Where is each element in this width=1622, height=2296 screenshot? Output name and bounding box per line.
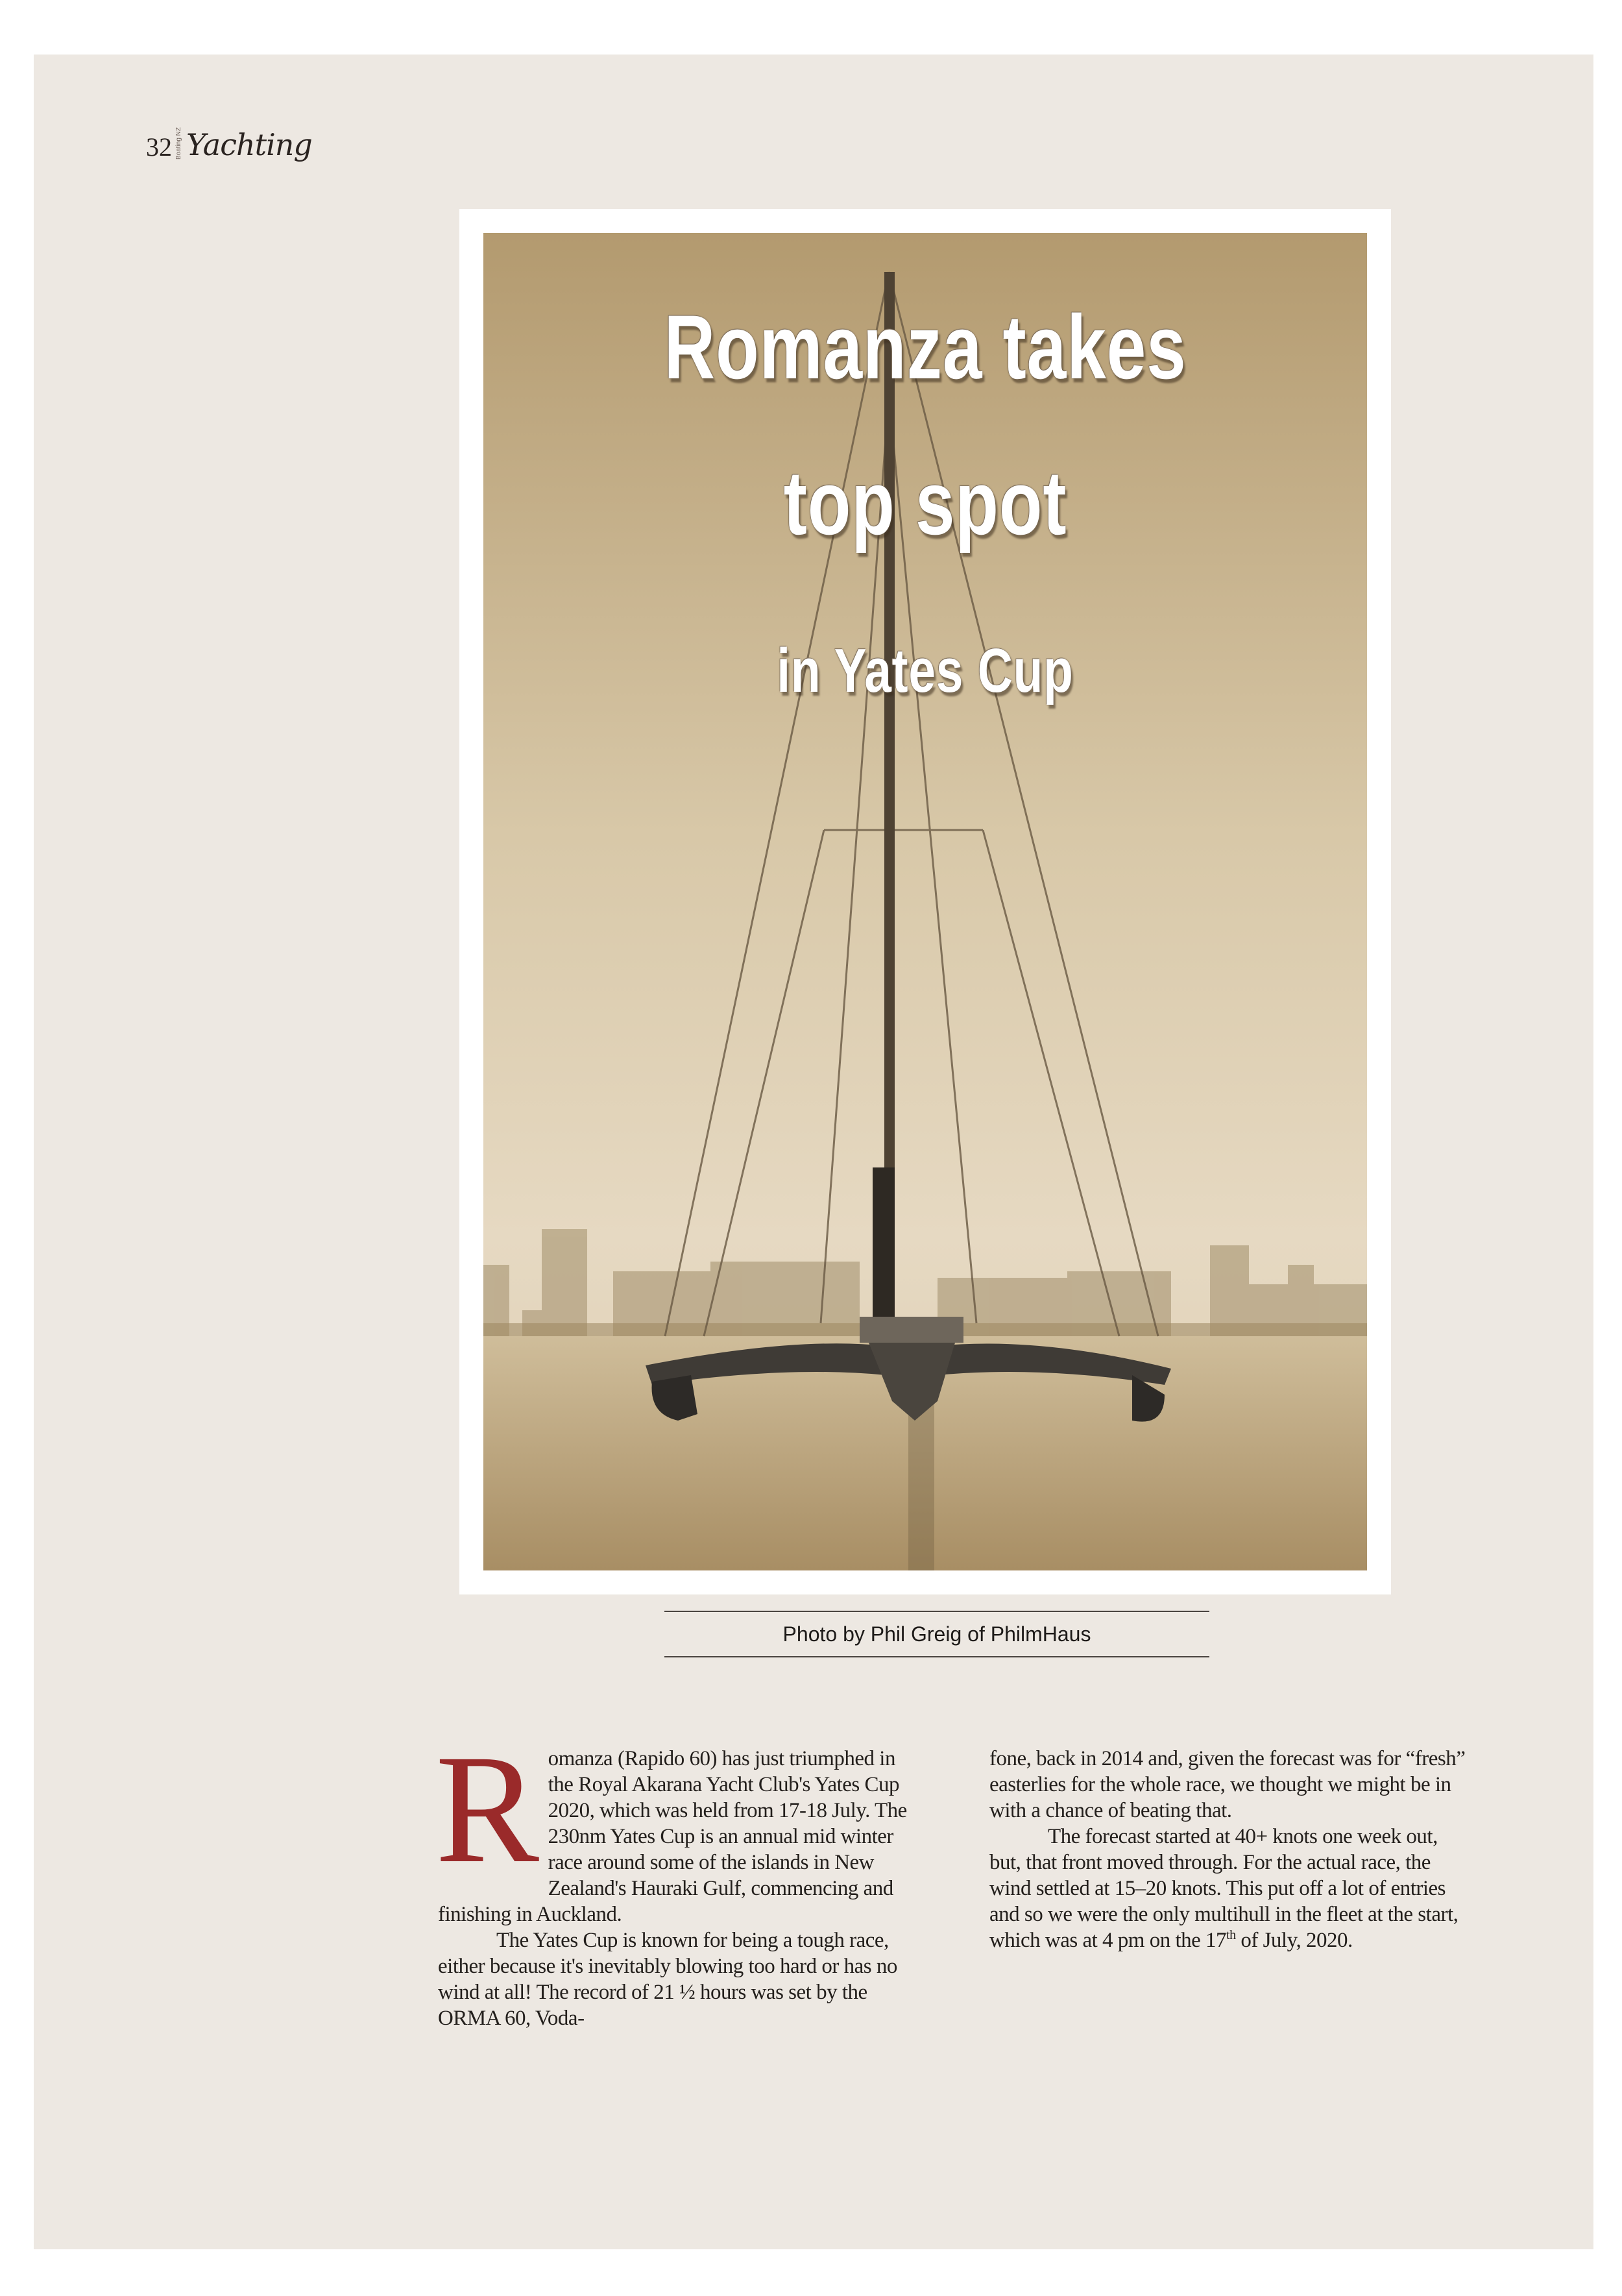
- drop-cap: R: [435, 1722, 539, 1895]
- paragraph-3-text: The forecast started at 40+ knots one week out, but, that front moved through. For the actual race, the wind settled at 15–20 knots. This put off a lot of entries and so we were the only multihull in the fleet at the start, which was at 4 pm on the 17: [989, 1825, 1459, 1952]
- article-paragraph-3: [989, 1824, 1470, 1953]
- headline-line-2: top spot: [783, 452, 1067, 554]
- magazine-brand: Yachting: [186, 127, 312, 162]
- article-paragraph-2-continued: fone, back in 2014 and, given the forecast was for “fresh” easterlies for the whole race, we thought we might be in with a chance of beating that.: [989, 1747, 1466, 1822]
- page-number: 32: [146, 132, 172, 162]
- article-paragraph-1: [435, 1722, 918, 1927]
- article-column-2: [989, 1746, 1470, 1953]
- photo-credit: Photo by Phil Greig of PhilmHaus: [664, 1611, 1209, 1657]
- superscript-th: th: [1226, 1928, 1236, 1942]
- trimaran-photo: [483, 233, 1367, 1570]
- headline-line-3: in Yates Cup: [777, 636, 1074, 705]
- photo-frame: [459, 209, 1391, 1594]
- article-column-1: [435, 1722, 918, 2031]
- brand-small-text: Boating NZ: [175, 127, 182, 160]
- paragraph-3-end: of July, 2020.: [1235, 1929, 1353, 1952]
- page-folio: [146, 123, 312, 162]
- paragraph-1-text: omanza (Rapido 60) has just triumphed in the Royal Akarana Yacht Club's Yates Cup 2020, which was held from 17-18 July. The 230nm Yates Cup is an annual mid winter race around some of the islands in New Zealand's Hauraki Gulf, commencing and finishing in Auckland.: [438, 1747, 907, 1926]
- photo-illustration: [483, 233, 1367, 1570]
- headline-line-1: Romanza takes: [664, 296, 1187, 398]
- article-paragraph-2: The Yates Cup is known for being a tough race, either because it's inevitably blowing too hard or has no wind at all! The record of 21 ½ hours was set by the ORMA 60, Voda-: [438, 1929, 897, 2030]
